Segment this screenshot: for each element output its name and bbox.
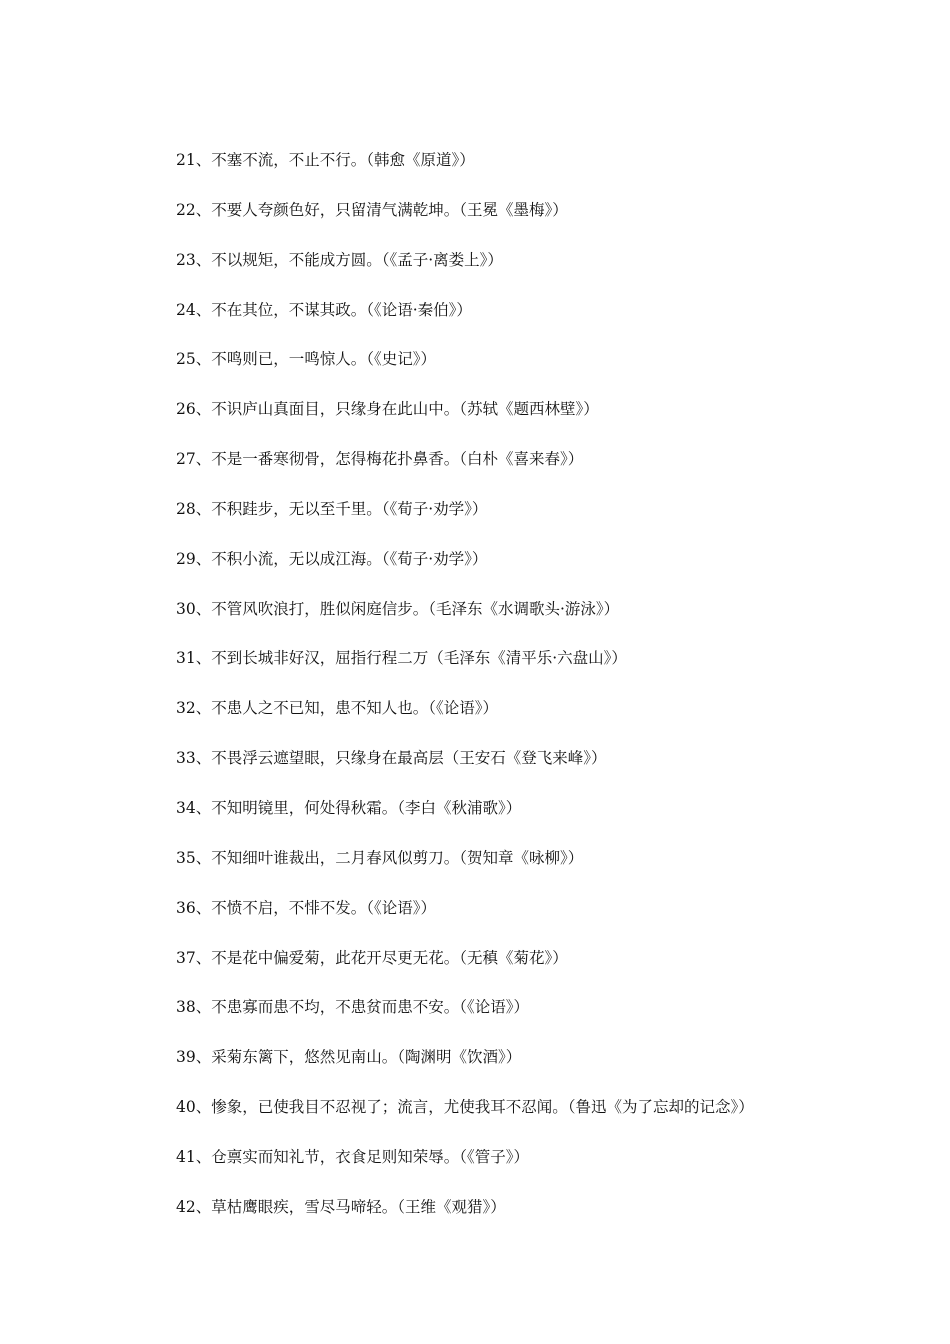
quote-line-37: 37、不是花中偏爱菊，此花开尽更无花。（无稹《菊花》） [176, 948, 568, 967]
quote-line-34: 34、不知明镜里，何处得秋霜。（李白《秋浦歌》） [176, 798, 522, 817]
quote-list [176, 148, 876, 1245]
quote-line-25: 25、不鸣则已，一鸣惊人。（《史记》） [176, 350, 436, 369]
quote-line-24: 24、不在其位，不谋其政。（《论语·秦伯》） [176, 300, 472, 319]
quote-line-22: 22、不要人夸颜色好，只留清气满乾坤。（王冕《墨梅》） [176, 200, 568, 219]
quote-line-26: 26、不识庐山真面目，只缘身在此山中。（苏轼《题西林壁》） [176, 400, 599, 419]
quote-line-21: 21、不塞不流，不止不行。（韩愈《原道》） [176, 151, 475, 169]
quote-line-30: 30、不管风吹浪打，胜似闲庭信步。（毛泽东《水调歌头·游泳》） [176, 599, 620, 618]
quote-line-41: 41、仓禀实而知礼节，衣食足则知荣辱。（《管子》） [176, 1147, 529, 1166]
quote-line-27: 27、不是一番寒彻骨，怎得梅花扑鼻香。（白朴《喜来春》） [176, 450, 584, 469]
quote-line-23: 23、不以规矩，不能成方圆。（《孟子·离娄上》） [176, 250, 503, 269]
quote-line-32: 32、不患人之不已知，患不知人也。（《论语》） [176, 699, 498, 718]
quote-line-28: 28、不积跬步，无以至千里。（《荀子·劝学》） [176, 499, 488, 518]
quote-line-31: 31、不到长城非好汉，屈指行程二万（毛泽东《清平乐·六盘山》） [176, 649, 627, 668]
quote-line-40: 40、惨象，已使我目不忍视了；流言，尤使我耳不忍闻。（鲁迅《为了忘却的记念》） [176, 1098, 754, 1117]
quote-line-33: 33、不畏浮云遮望眼，只缘身在最高层（王安石《登飞来峰》） [176, 749, 607, 768]
quote-line-36: 36、不愤不启，不悱不发。（《论语》） [176, 898, 436, 917]
quote-line-38: 38、不患寡而患不均，不患贫而患不安。（《论语》） [176, 998, 529, 1017]
quote-line-29: 29、不积小流，无以成江海。（《荀子·劝学》） [176, 549, 488, 568]
quote-line-42: 42、草枯鹰眼疾，雪尽马啼轻。（王维《观猎》） [176, 1197, 506, 1216]
quote-line-35: 35、不知细叶谁裁出，二月春风似剪刀。（贺知章《咏柳》） [176, 848, 584, 867]
quote-line-39: 39、采菊东篱下，悠然见南山。（陶渊明《饮酒》） [176, 1048, 522, 1067]
